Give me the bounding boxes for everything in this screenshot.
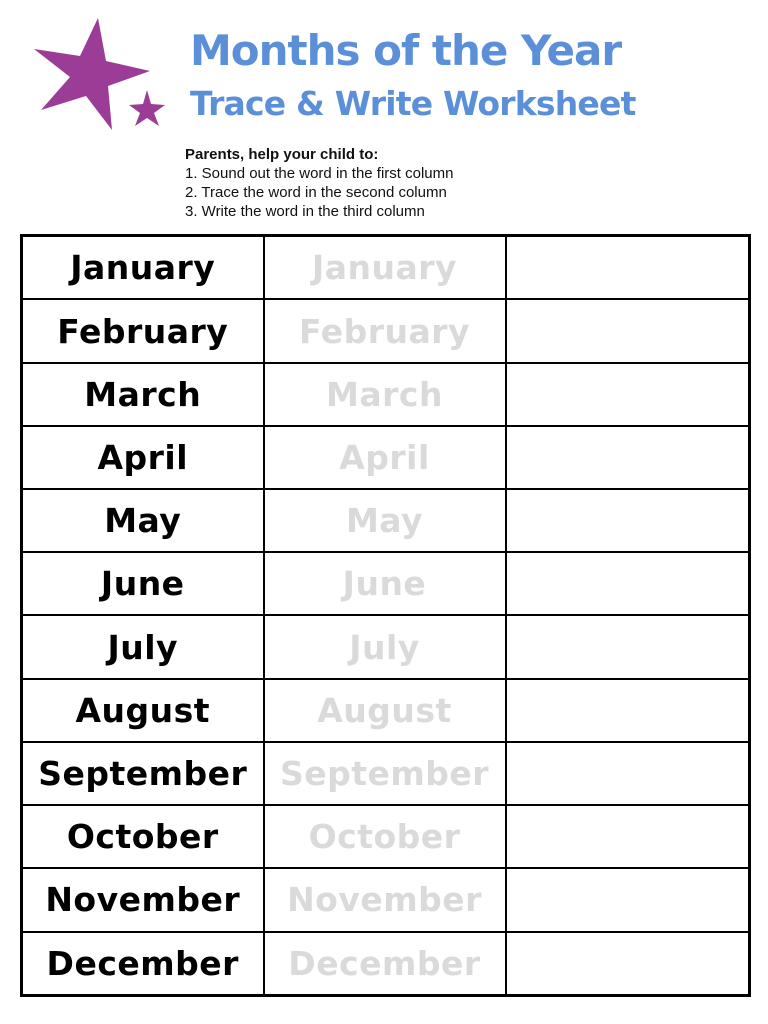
month-trace-word: October <box>264 805 506 868</box>
table-row <box>22 363 750 426</box>
month-trace-word: February <box>264 299 506 362</box>
month-write-cell[interactable] <box>506 552 750 615</box>
month-word: July <box>22 615 264 678</box>
instructions-heading: Parents, help your child to: <box>185 146 379 163</box>
instruction-steps <box>185 164 453 221</box>
month-word: October <box>22 805 264 868</box>
month-word: August <box>22 679 264 742</box>
table-row <box>22 868 750 931</box>
months-table <box>20 234 751 997</box>
month-write-cell[interactable] <box>506 489 750 552</box>
month-word: March <box>22 363 264 426</box>
table-row <box>22 299 750 362</box>
small-star-icon <box>129 90 165 126</box>
month-write-cell[interactable] <box>506 932 750 996</box>
month-trace-word: August <box>264 679 506 742</box>
month-write-cell[interactable] <box>506 615 750 678</box>
month-write-cell[interactable] <box>506 679 750 742</box>
month-word: April <box>22 426 264 489</box>
month-trace-word: September <box>264 742 506 805</box>
month-write-cell[interactable] <box>506 426 750 489</box>
month-trace-word: March <box>264 363 506 426</box>
month-word: February <box>22 299 264 362</box>
month-word: May <box>22 489 264 552</box>
table-row <box>22 932 750 996</box>
table-row <box>22 679 750 742</box>
parent-instructions <box>185 145 453 221</box>
month-word: September <box>22 742 264 805</box>
table-row <box>22 805 750 868</box>
month-trace-word: June <box>264 552 506 615</box>
star-decoration <box>30 16 170 131</box>
month-word: December <box>22 932 264 996</box>
month-write-cell[interactable] <box>506 742 750 805</box>
month-write-cell[interactable] <box>506 805 750 868</box>
table-row <box>22 426 750 489</box>
month-trace-word: December <box>264 932 506 996</box>
table-row <box>22 236 750 300</box>
month-write-cell[interactable] <box>506 299 750 362</box>
instruction-step: 3. Write the word in the third column <box>185 203 425 220</box>
table-row <box>22 742 750 805</box>
table-row <box>22 552 750 615</box>
month-trace-word: January <box>264 236 506 300</box>
large-star-icon <box>34 18 150 130</box>
month-trace-word: April <box>264 426 506 489</box>
month-trace-word: November <box>264 868 506 931</box>
worksheet-title: Months of the Year <box>190 26 622 75</box>
month-trace-word: May <box>264 489 506 552</box>
month-write-cell[interactable] <box>506 868 750 931</box>
instruction-step: 1. Sound out the word in the first column <box>185 165 454 182</box>
table-row <box>22 615 750 678</box>
month-write-cell[interactable] <box>506 236 750 300</box>
table-row <box>22 489 750 552</box>
worksheet-subtitle: Trace & Write Worksheet <box>190 84 636 123</box>
month-trace-word: July <box>264 615 506 678</box>
month-word: January <box>22 236 264 300</box>
month-word: November <box>22 868 264 931</box>
month-word: June <box>22 552 264 615</box>
month-write-cell[interactable] <box>506 363 750 426</box>
instruction-step: 2. Trace the word in the second column <box>185 184 447 201</box>
